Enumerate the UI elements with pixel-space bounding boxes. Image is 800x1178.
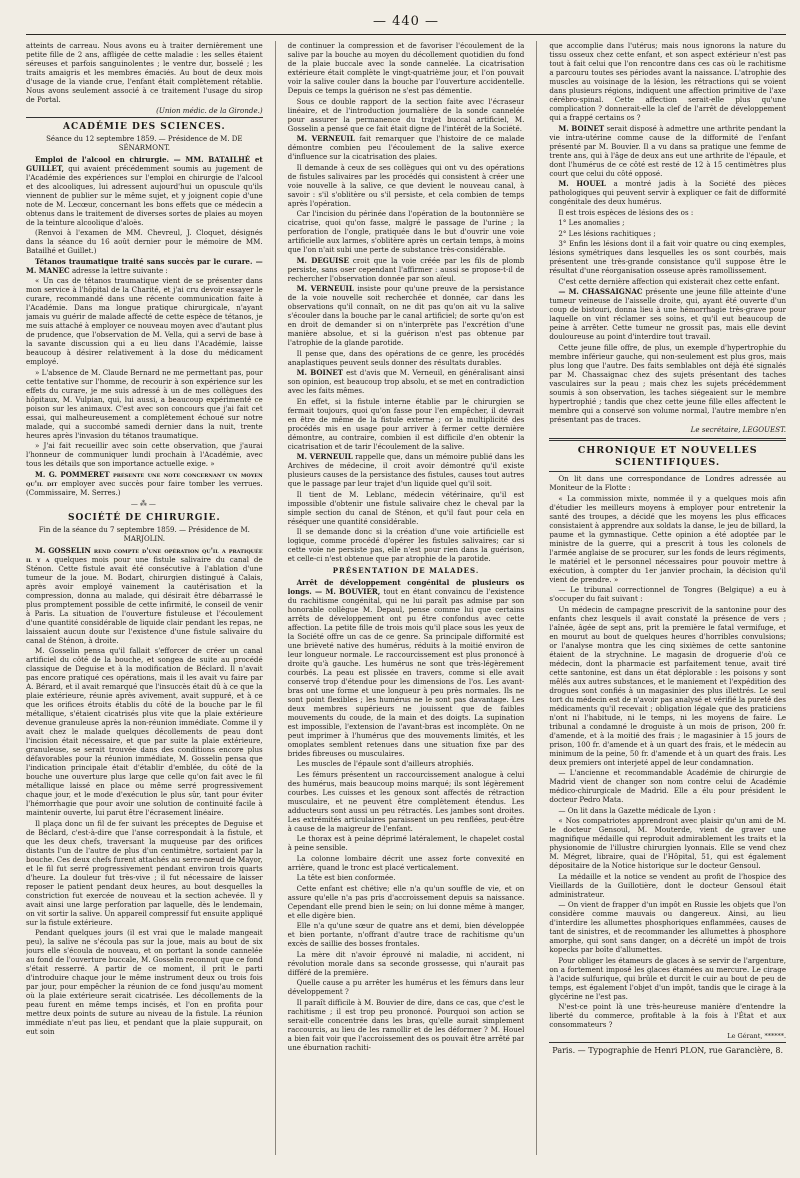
section-title-presentation: PRÉSENTATION DE MALADES.	[332, 566, 480, 575]
paragraph: 1° Les anomalies ;	[558, 218, 625, 227]
paragraph: M. DEGUISE croit que la voie créée par les fils de plomb persiste, sans oser cependant l'affirmer : aussi se propose-t-il de rechercher l'observation donnée par son aïeul.	[287, 255, 525, 283]
paragraph: atteints de carreau. Nous avons eu à traiter dernièrement une petite fille de 2 ans, affligée de cette maladie : les selles étaient séreuses et parfois sanguinolentes ; le ventre dur, bosselé ; les traits amaigris et les membres émaciés. Au bout de deux mois d'usage de la viande crue, l'enfant était complètement rétablie. Nous avons seulement associé à ce traitement l'usage du sirop de Portal.	[26, 41, 263, 104]
paragraph: Pour obliger les étameurs de glaces à se servir de l'argenture, on a fortement imposé les glaces étamées au mercure. Le cirage à l'acide sulfurique, qui brûle et durcit le cuir au bout de peu de temps, est également l'objet d'un impôt, tandis que le cirage à la glycérine ne l'est pas.	[549, 955, 786, 1001]
section-title-chirurgie: SOCIÉTÉ DE CHIRURGIE.	[68, 512, 221, 523]
paragraph: M. G. POMMERET présente une note concernant un moyen qu'il dit employer avec succès pour faire tomber les verrues. (Commissaire, M. Serres.)	[26, 469, 263, 497]
paragraph-head: M. BOINET	[296, 368, 344, 377]
section-title-academie: ACADÉMIE DES SCIENCES.	[63, 121, 226, 132]
paragraph: C'est cette dernière affection qui existerait chez cette enfant.	[558, 276, 780, 286]
paragraph: (Renvoi à l'examen de MM. Chevreul, J. Cloquet, désignés dans la séance du 16 août dernier pour le mémoire de MM. Batailhé et Guillet.)	[26, 228, 263, 256]
paragraph: La colonne lombaire décrit une assez forte convexité en arrière, quand le tronc est placé verticalement.	[287, 853, 525, 872]
column-1	[26, 41, 263, 1155]
printer-line: Paris. — Typographie de Henri PLON, rue Garancière, 8.	[549, 1042, 786, 1056]
source-note: (Union médic. de la Gironde.)	[156, 105, 263, 115]
paragraph: « La commission mixte, nommée il y a quelques mois afin d'étudier les meilleurs moyens à employer pour entretenir la santé des troupes, a décidé que les moyens les plus efficaces consistaient à apprendre aux soldats la danse, le jeu de billard, la paume et la gymnastique. Cette opinion a été adoptée par le ministre de la guerre, qui a prescrit à tous les colonels de l'armée anglaise de se procurer, sur les fonds de leurs régiments, le matériel et le personnel nécessaires pour pouvoir mettre à exécution, à compter du 1er janvier prochain, la décision qu'il vient de prendre. »	[549, 493, 786, 584]
paragraph: Le thorax est à peine déprimé latéralement, le chapelet costal à peine sensible.	[287, 834, 525, 853]
paragraph: On lit dans une correspondance de Londres adressée au Moniteur de la Flotte :	[549, 474, 786, 493]
paragraph-head: M. BOINET	[558, 123, 605, 133]
paragraph: Emploi de l'alcool en chirurgie. — MM. BATAILHÉ et GUILLET, qui avaient précédemment soumis au jugement de l'Académie des expériences sur l'emploi en chirurgie de l'alcool et des alcooliques, lui adressent aujourd'hui un opuscule qu'ils viennent de publier sur le même sujet, et y joignent copie d'une note de M. Lecœur, concernant les bons effets que ce médecin a obtenus dans le traitement de diverses sortes de plaies au moyen de la teinture alcoolique d'aloès.	[26, 154, 263, 227]
paragraph: Il pense que, dans des opérations de ce genre, les procédés anaplastiques peuvent seuls donner des résultats durables.	[287, 348, 525, 367]
section-subtitle: Fin de la séance du 7 septembre 1859. — Présidence de M. MARJOLIN.	[38, 525, 250, 543]
divider	[26, 117, 263, 118]
paragraph: Les muscles de l'épaule sont d'ailleurs atrophiés.	[296, 759, 474, 769]
paragraph: Cette jeune fille offre, de plus, un exemple d'hypertrophie du membre inférieur gauche, qui non-seulement est plus gros, mais plus long que l'autre. Des faits semblables ont déjà été signalés par M. Chassaignac chez des sujets présentant des taches vasculaires sur la peau ; mais chez les sujets précédemment soumis à son observation, les taches siégeaient sur le membre hypertrophié ; tandis que chez cette jeune fille elles affectent le membre qui a conservé son volume normal, l'autre membre n'en présentant pas de traces.	[549, 342, 786, 424]
paragraph-head: Tétanos traumatique traité sans succès par le curare. — M. MANEC	[26, 256, 263, 275]
paragraph: de continuer la compression et de favoriser l'écoulement de la salive par la bouche au moyen du décollement quotidien du fond de la plaie buccale avec la sonde cannelée. La cicatrisation extérieure était complète le vingt-quatrième jour, et l'on pouvait voir la salive couler dans la bouche par l'ouverture accidentelle. Depuis ce temps la guérison ne s'est pas démentie.	[287, 41, 525, 95]
paragraph: M. GOSSELIN rend compte d'une opération qu'il a pratiquée il y a quelques mois pour une fistule salivaire du canal de Sténon. Cette fistule avait été consécutive à l'ablation d'une tumeur de la joue. M. Bodart, chirurgien distingué à Calais, après avoir employé vainement la cautérisation et la compression, donna au malade, qui désirait être débarrassé le plus promptement possible de cette infirmité, le conseil de venir à Paris. La situation de l'ouverture fistuleuse et l'écoulement d'une quantité considérable de liquide clair pendant les repas, ne laissaient aucun doute sur l'existence d'une fistule salivaire du canal de Sténon, à droite.	[26, 545, 263, 645]
paragraph: Il tient de M. Leblanc, médecin vétérinaire, qu'il est impossible d'obtenir une fistule salivaire chez le cheval par la simple section du canal de Sténon, et qu'il faut pour cela en réséquer une quantité considérable.	[287, 489, 525, 526]
paragraph: M. VERNEUIL insiste pour qu'une preuve de la persistance de la voie nouvelle soit recherchée et donnée, car dans les observations qu'il connaît, on ne dit pas qu'on ait vu la salive s'écouler dans la bouche par le canal artificiel; de sorte qu'on est en droit de demander si on n'interprète pas l'excrétion d'une manière absolue, et si la guérison n'est pas obtenue par l'atrophie de la glande parotide.	[287, 284, 525, 347]
paragraph-head: M. VERNEUIL	[296, 284, 354, 293]
divider	[549, 471, 786, 472]
paragraph-head: M. DEGUISE	[296, 255, 349, 265]
paragraph-head: — M. CHASSAIGNAC	[558, 287, 643, 296]
paragraph: Il demande à ceux de ses collègues qui ont vu des opérations de fistules salivaires par les procédés qui consistent à créer une voie nouvelle à la salive, ce que devient le nouveau canal, à savoir : s'il s'oblitère ou s'il persiste, et cela combien de temps après l'opération.	[287, 162, 525, 208]
column-2	[288, 41, 525, 1155]
paragraph-head: M. VERNEUIL	[296, 134, 355, 143]
page-number: — 440 —	[372, 14, 440, 29]
paragraph: M. BOINET est d'avis que M. Verneuil, en généralisant ainsi son opinion, est beaucoup trop absolu, et se met en contradiction avec les faits mêmes.	[287, 368, 525, 395]
paragraph: Pendant quelques jours (il est vrai que le malade mangeait peu), la salive ne s'écoula pas sur la joue, mais au bout de six jours elle s'écoula de nouveau, et on portant la sonde cannelée au fond de l'ouverture buccale, M. Gosselin reconnut que ce fond s'était resserré. A partir de ce moment, il prit le parti d'introduire chaque jour le même instrument deux ou trois fois par jour, pour empêcher la réunion de ce fond jusqu'au moment où la plaie extérieure serait cicatrisée. Les décollements de la peau furent en même temps incisés, et l'on en profita pour mettre deux points de suture au niveau de la fistule. La réunion immédiate n'eut pas lieu, et pendant que la plaie suppurait, on eut soin	[26, 928, 263, 1037]
paragraph-head: M. G. POMMERET présente une note concernant un moyen qu'il dit	[26, 469, 263, 488]
paragraph-head: M. HOUEL	[558, 179, 606, 188]
columns	[26, 41, 786, 1155]
paragraph: — On vient de frapper d'un impôt en Russie les objets que l'on considère comme mauvais ou dangereux. Ainsi, au lieu d'interdire les allumettes phosphoriques enflammées, causes de tant de sinistres, et de recommander les allumettes à phosphore amorphe, qui sont sans danger, on a décrété un impôt de trois kopecks par boîte d'allumettes.	[549, 900, 786, 955]
top-rule	[26, 34, 786, 35]
ornament-divider: —⁂—	[130, 499, 158, 508]
paragraph: que accomplie dans l'utérus; mais nous ignorons la nature du tissu osseux chez cette enfant, et son aspect extérieur n'est pas tout à fait celui que l'on rencontre dans ces cas où le rachitisme a parcouru toutes ses périodes avant la naissance. L'atrophie des muscles au voisinage de la lésion, les rétractions qui se voient dans plusieurs régions, indiquent une affection primitive de l'axe cérébro-spinal. Cette affection serait-elle plus qu'une complication ? donnerait-elle la clef de l'arrêt de développement qui a frappé certains os ?	[549, 41, 786, 122]
paragraph: Tétanos traumatique traité sans succès par le curare. — M. MANEC adresse la lettre suivante :	[26, 256, 263, 275]
paragraph: M. BOINET serait disposé à admettre une arthrite pendant la vie intra-utérine comme cause de la difformité de l'enfant présenté par M. Bouvier. Il a vu dans sa pratique une femme de trente ans, qui à l'âge de deux ans eut une arthrite de l'épaule, et dont l'humérus de ce côté est resté de 12 à 15 centimètres plus court que celui du côté opposé.	[549, 123, 786, 178]
paragraph: » J'ai fait recueillir avec soin cette observation, que j'aurai l'honneur de communiquer lundi prochain à l'Académie, avec tous les détails que son importance actuelle exige. »	[26, 441, 263, 469]
paragraph: N'est-ce point là une très-heureuse manière d'entendre la liberté du commerce, profitable à la fois à l'État et aux consommateurs ?	[549, 1002, 786, 1030]
paragraph: M. VERNEUIL rappelle que, dans un mémoire publié dans les Archives de médecine, il croit avoir démontré qu'il existe plusieurs causes de la persistance des fistules, causes tout autres que le passage par leur trajet d'un liquide quel qu'il soit.	[287, 452, 525, 488]
double-divider	[549, 438, 786, 441]
paragraph: M. Gosselin pensa qu'il fallait s'efforcer de créer un canal artificiel du côté de la bouche, et songea de suite au procédé classique de Deguise et à la modification de Béclard. Il n'avait pas encore pratiqué ces opérations, mais il les avait vu faire par A. Bérard, et il avait remarqué que l'insuccès était dû à ce que la plaie extérieure, réunie après avivement, avait suppuré, et à ce que les orifices étroits établis du côté de la bouche par le fil métallique, s'étaient cicatrisés plus vite que la plaie extérieure devenue granuleuse après la non-réunion immédiate. Comme il y avait chez le malade quelques décollements de peau dont l'incision était nécessaire, et que par suite la plaie extérieure, granuleuse, se serait trouvée dans des conditions encore plus défavorables pour la réunion immédiate, M. Gosselin pensa que l'indication principale était d'établir d'emblée, du côté de la bouche une ouverture plus large que celle qu'on fait avec le fil métallique laissé en place ou même serré progressivement chaque jour, et le mode d'exécution le plus sûr, tant pour éviter l'hémorrhagie que pour avoir une solution de continuité facile à maintenir ouverte, lui parut être l'écrasement linéaire.	[26, 646, 263, 818]
paragraph: « Nos compatriotes apprendront avec plaisir qu'un ami de M. le docteur Gensoul, M. Mouterde, vient de graver une magnifique médaille qui reproduit admirablement les traits et la physionomie de l'illustre chirurgien lyonnais. Elle se vend chez M. Mégret, libraire, quai de l'Hôpital, 51, qui est également dépositaire de la Notice historique sur le docteur Gensoul.	[549, 816, 786, 871]
paragraph: La mère dit n'avoir éprouvé ni maladie, ni accident, ni révolution morale dans sa seconde grossesse, qui n'aurait pas différé de la première.	[287, 949, 525, 977]
paragraph: — Le tribunal correctionnel de Tongres (Belgique) a eu à s'occuper du fait suivant :	[549, 585, 786, 604]
paragraph: Il paraît difficile à M. Bouvier de dire, dans ce cas, que c'est le rachitisme ; il est trop peu prononcé. Pourquoi son action se serait-elle concentrée dans les bras, qu'elle aurait simplement raccourcis, au lieu de les ramollir et de les déformer ? M. Houel a bien fait voir que l'accroissement des os pouvait être arrêté par une éburnation rachiti-	[287, 997, 525, 1052]
paragraph: Sous ce double rapport de la section faite avec l'écraseur linéaire, et de l'introduction journalière de la sonde cannelée pour assurer la permanence du trajet buccal artificiel, M. Gosselin a pensé que ce fait était digne de l'intérêt de la Société.	[287, 96, 525, 133]
paragraph: M. HOUEL a montré jadis à la Société des pièces pathologiques qui peuvent servir à expliquer ce fait de difformité congénitale des deux humérus.	[549, 179, 786, 206]
paragraph: Cette enfant est chétive; elle n'a qu'un souffle de vie, et on assure qu'elle n'a pas pris d'accroissement depuis sa naissance. Cependant elle prend bien le sein; on lui donne même à manger, et elle digère bien.	[287, 883, 525, 920]
paragraph: Quelle cause a pu arrêter les humérus et les fémurs dans leur développement ?	[287, 978, 525, 997]
paragraph: — M. CHASSAIGNAC présente une jeune fille atteinte d'une tumeur veineuse de l'aisselle droite, qui, ayant été ouverte d'un coup de bistouri, donna lieu à une hémorrhagie très-grave pour laquelle on vint réclamer ses soins, et qu'il eut beaucoup de peine à arrêter. Cette tumeur ne grossit pas, mais elle devint douloureuse au point d'interdire tout travail.	[549, 287, 786, 341]
paragraph: La médaille et la notice se vendent au profit de l'hospice des Vieillards de la Guillotière, dont le docteur Gensoul était administrateur.	[549, 871, 786, 899]
paragraph: La tête est bien conformée.	[296, 873, 396, 883]
paragraph: » L'absence de M. Claude Bernard ne me permettant pas, pour cette tentative sur l'homme, de recourir à son expérience sur les effets du curare, je me suis adressé à un de mes collègues des hôpitaux, M. Vulpian, qui, lui aussi, a beaucoup expérimenté ce poison sur les animaux. C'est avec son concours que j'ai fait cet essai, qui malheureusement a complètement échoué sur notre malade, qui a succombé samedi dernier dans la nuit, trente heures après l'invasion du tétanos traumatique.	[26, 367, 263, 440]
paragraph: Il plaça donc un fil de fer suivant les préceptes de Deguise et de Béclard, c'est-à-dire que l'anse correspondait à la fistule, et que les deux chefs, traversant la muqueuse par des orifices distants l'un de l'autre de plus d'un centimètre, sortaient par la bouche. Ces deux chefs furent attachés au serre-nœud de Mayor, et le fil fut serré progressivement pendant environ trois quarts d'heure. La douleur fut très-vive ; il fut nécessaire de laisser reposer le patient pendant deux heures, au bout desquelles la constriction fut exercée de nouveau et la section achevée. Il y avait ainsi une large perforation par laquelle, dès le lendemain, on vit sortir la salive. Un appareil compressif fut ensuite appliqué sur la fistule extérieure.	[26, 818, 263, 927]
paragraph: — L'ancienne et recommandable Académie de chirurgie de Madrid vient de changer son nom contre celui de Académie médico-chirurgicale de Madrid. Elle a élu pour président le docteur Pedro Mata.	[549, 768, 786, 805]
paragraph: Arrêt de développement congénital de plusieurs os longs. — M. BOUVIER, tout en étant convaincu de l'existence du rachitisme congénital, qui ne lui paraît pas admise par son honorable collègue M. Depaul, pense comme lui que certains arrêts de développement ont pu être confondus avec cette affection. La petite fille de trois mois qu'il place sous les yeux de la Société offre un cas de ce genre. Sa principale difformité est une brièveté native des humérus, réduits à la moitié environ de leur longueur normale. Le raccourcissement est plus prononcé à droite qu'à gauche. Les humérus ne sont que très-légèrement courbés. La peau est plissée en travers, comme si elle avait conservé trop d'étendue pour les dimensions de l'os. Les avant-bras ont une forme et une longueur à peu près normales. Ils ne sont point flexibles ; les humérus ne le sont pas davantage. Les deux membres supérieurs ne jouissent que de faibles mouvements du coude, de la main et des doigts. La supination est impossible, l'extension de l'avant-bras est incomplète. On ne peut imprimer à l'humérus que des mouvements limités, et les omoplates semblent retenues dans une situation fixe par des brides fibreuses ou musculaires.	[287, 577, 525, 758]
column-rule	[536, 41, 537, 1155]
section-subtitle: Séance du 12 septembre 1859. — Présidence de M. DE SÉNARMONT.	[46, 134, 243, 152]
paragraph: 2° Les lésions rachitiques ;	[558, 228, 656, 238]
paragraph: 3° Enfin les lésions dont il a fait voir quatre ou cinq exemples, lésions symétriques dans lesquelles les os sont courbés, mais présentent une très-grande consistance qu'il suppose être le résultat d'une réorganisation osseuse après ramollissement.	[549, 239, 786, 275]
gerant-signature: Le Gérant, ******.	[727, 1032, 786, 1041]
paragraph: Car l'incision du périnée dans l'opération de la boutonnière se cicatrise, quoi qu'on fasse, malgré le passage de l'urine ; la perforation de l'ongle, pratiquée dans le but d'ouvrir une voie artificielle aux larmes, s'oblitère après un certain temps, à moins que l'on n'ait subi une perte de substance très-considérable.	[287, 209, 525, 254]
paragraph: Elle n'a qu'une sœur de quatre ans et demi, bien développée et bien portante, n'offrant d'autre trace de rachitisme qu'un excès de saillie des bosses frontales.	[287, 921, 525, 949]
paragraph: — On lit dans la Gazette médicale de Lyon :	[558, 805, 716, 815]
paragraph-head: Arrêt de développement congénital de plusieurs os longs. — M. BOUVIER,	[287, 577, 525, 596]
paragraph: « Un cas de tétanos traumatique vient de se présenter dans mon service à l'hôpital de la Charité, et j'ai cru devoir essayer le curare, recommandé dans une récente communication faite à l'Académie. Dans ma longue pratique chirurgicale, n'ayant jamais vu guérir de malade affecté de cette espèce de tétanos, je me suis attaché à employer ce nouveau moyen avec d'autant plus de prudence, que l'observation de M. Vella, qui a servi de base à la savante discussion qui a eu lieu dans l'Académie, laisse beaucoup à désirer relativement à la dose du médicament employé.	[26, 276, 263, 367]
paragraph: Il est trois espèces de lésions des os :	[558, 207, 694, 217]
column-3	[549, 41, 786, 1155]
paragraph: En effet, si la fistule interne établie par le chirurgien se fermait toujours, quoi qu'on fasse pour l'en empêcher, il devrait en être de même de la fistule externe ; or la multiplicité des procédés mis en usage pour arriver à fermer cette dernière démontre, au contraire, combien il est difficile d'en obtenir la cicatrisation et de tarir l'écoulement de la salive.	[287, 396, 525, 451]
paragraph-head: M. GOSSELIN rend compte d'une opération qu'il a pratiquée il y a	[26, 545, 263, 564]
paragraph: Les fémurs présentent un raccourcissement analogue à celui des humérus, mais beaucoup moins marqué; ils sont légèrement courbes. Les cuisses et les genoux sont affectés de rétraction musculaire, et ne peuvent être complètement étendus. Les adducteurs sont aussi un peu rétractés. Les jambes sont droites. Les extrémités articulaires paraissent un peu renflées, peut-être à cause de la maigreur de l'enfant.	[287, 769, 525, 833]
section-title-chronique: CHRONIQUE ET NOUVELLES SCIENTIFIQUES.	[577, 445, 758, 469]
paragraph: Il se demande donc si la création d'une voie artificielle est logique, comme procédé d'opérer les fistules salivaires; car si cette voie ne persiste pas, elle n'est pour rien dans la guérison, et celle-ci n'est obtenue que par atrophie de la parotide.	[287, 527, 525, 563]
secretary-signature: Le secrétaire, LEGOUEST.	[690, 425, 786, 434]
paragraph-head: M. VERNEUIL	[296, 452, 353, 461]
paragraph: M. VERNEUIL fait remarquer que l'histoire de ce malade démontre combien peu l'écoulement de la salive exerce d'influence sur la cicatrisation des plaies.	[287, 134, 525, 161]
column-rule	[275, 41, 276, 1155]
paragraph: Un médecin de campagne prescrivit de la santonine pour des enfants chez lesquels il avait constaté la présence de vers ; l'aînée, âgée de sept ans, prit la première le fatal vermifuge, et en mourut au bout de quelques heures d'horribles convulsions; or l'analyse montra que les cinq sixièmes de cette santonine étaient de la strychnine. Le magasin de droguerie d'où ce médecin, dont la pharmacie est parfaitement tenue, avait tiré cette santonine, est dans un état déplorable : les poisons y sont mêlés aux autres substances, et le maniement et l'expédition des drogues sont confiés à un magasinier des plus illettrés. Le seul tort du médecin est de n'avoir pas analysé et vérifié la pureté des médicaments qu'il recevait ; obligation légale que des praticiens n'ont ni l'habitude, ni le temps, ni les moyens de faire. Le tribunal a condamné le droguiste à un mois de prison, 200 fr. d'amende, et à la moitié des frais ; le magasinier à 15 jours de prison, 100 fr. d'amende et à un quart des frais, et le médecin au minimum de la peine, 50 fr. d'amende et à un quart des frais. Les deux premiers ont interjeté appel de leur condamnation.	[549, 604, 786, 767]
paragraph-head: Emploi de l'alcool en chirurgie. — MM. BATAILHÉ et GUILLET,	[26, 154, 263, 173]
